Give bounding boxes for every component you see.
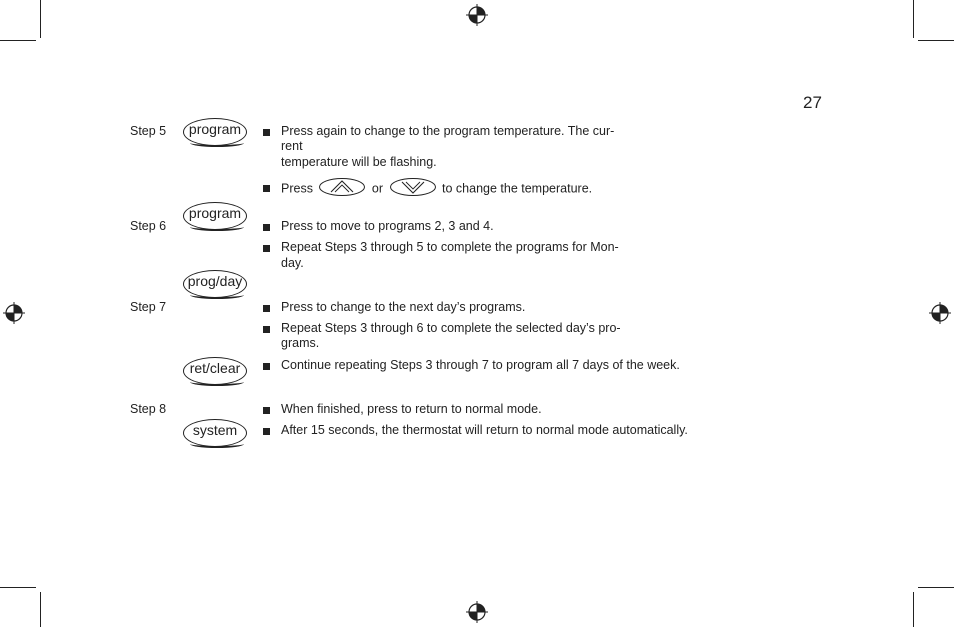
crop-mark (913, 592, 914, 627)
registration-mark-icon (465, 600, 489, 624)
ret-clear-button-label: ret/clear (189, 360, 241, 376)
registration-mark-icon (2, 301, 26, 325)
bullet-icon (263, 301, 271, 309)
bullet-icon (263, 424, 271, 432)
system-button-label: system (192, 422, 238, 438)
bullet-icon (263, 241, 271, 249)
crop-mark (0, 587, 36, 588)
up-arrow-button-icon (319, 178, 365, 196)
instruction-text: Press again to change to the program temperature. The cur- (281, 124, 615, 138)
instruction-text: temperature will be flashing. (281, 155, 437, 169)
instruction-text: Press (281, 181, 313, 196)
instruction-text: Repeat Steps 3 through 6 to complete the selected day’s pro- (281, 321, 621, 335)
instruction-text: Press to change to the next day’s programs. (281, 300, 526, 314)
registration-mark-icon (928, 301, 952, 325)
instruction-text: grams. (281, 336, 320, 350)
prog-day-button (183, 270, 247, 298)
bullet-icon (263, 125, 271, 133)
instruction-text: After 15 seconds, the thermostat will return to normal mode automatically. (281, 423, 688, 437)
bullet-icon (263, 359, 271, 367)
instruction-text: day. (281, 256, 304, 270)
program-button (183, 118, 247, 146)
bullet-icon (263, 403, 271, 411)
crop-mark (40, 0, 41, 38)
step-label: Step 7 (130, 300, 167, 314)
ret-clear-button (183, 357, 247, 385)
page-number: 27 (803, 93, 822, 112)
down-arrow-button-icon (390, 178, 436, 196)
instruction-text: When finished, press to return to normal mode. (281, 402, 542, 416)
instruction-text: to change the temperature. (442, 181, 593, 196)
program-button (183, 202, 247, 230)
step-label: Step 8 (130, 402, 167, 416)
prog-day-button-label: prog/day (187, 273, 243, 289)
crop-mark (913, 0, 914, 38)
crop-mark (918, 40, 954, 41)
crop-mark (40, 592, 41, 627)
bullet-icon (263, 322, 271, 330)
instruction-text: Repeat Steps 3 through 5 to complete the programs for Mon- (281, 240, 619, 254)
instruction-text: rent (281, 139, 303, 153)
program-button-label: program (188, 121, 242, 137)
crop-mark (918, 587, 954, 588)
step-label: Step 5 (130, 124, 167, 138)
bullet-icon (263, 220, 271, 228)
crop-mark (0, 40, 36, 41)
program-button-label: program (188, 205, 242, 221)
system-button (183, 419, 247, 447)
registration-mark-icon (465, 3, 489, 27)
step-label: Step 6 (130, 219, 167, 233)
instruction-text: Press to move to programs 2, 3 and 4. (281, 219, 494, 233)
instruction-text: Continue repeating Steps 3 through 7 to program all 7 days of the week. (281, 358, 680, 372)
bullet-icon (263, 181, 271, 189)
instruction-line-press (281, 180, 592, 198)
instruction-text: or (371, 181, 384, 196)
